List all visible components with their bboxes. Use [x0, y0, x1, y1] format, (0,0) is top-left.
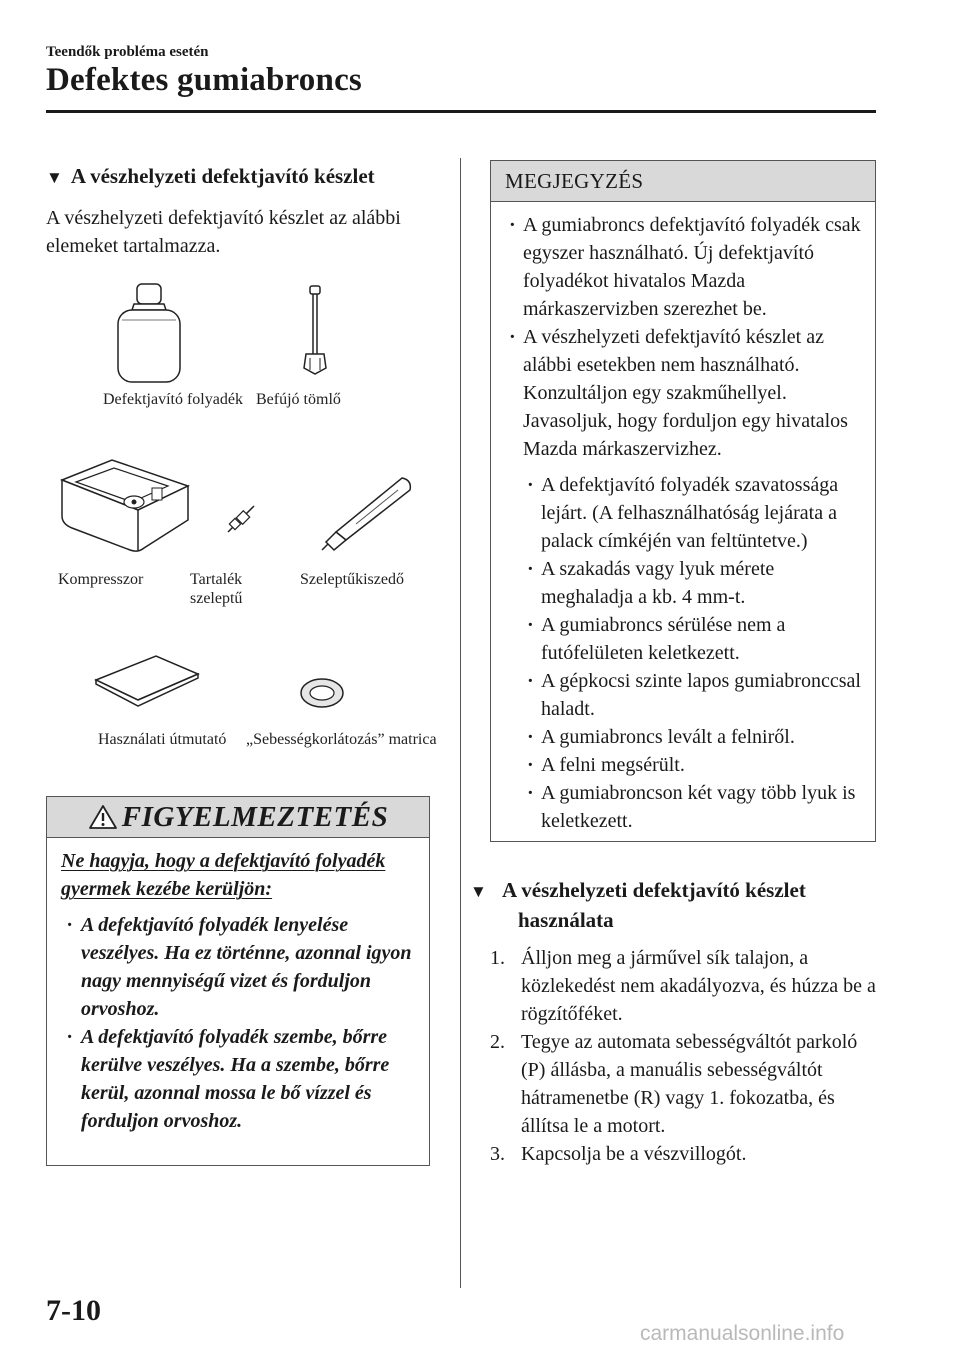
manual-icon [92, 652, 202, 714]
bullet-dot-icon: · [527, 754, 534, 776]
bullet-dot-icon: · [527, 782, 534, 804]
note-title: MEGJEGYZÉS [505, 169, 644, 193]
note-bullet: · A gumiabroncs defektjavító folyadék csak egyszer használható. Új defektjavító folyadékot hivatalos Mazda márkaszervizben szerezhet be. [505, 211, 871, 323]
warning-header [47, 797, 429, 838]
usage-steps [490, 944, 880, 1168]
caption-sticker: „Sebességkorlátozás” matrica [246, 731, 437, 748]
column-divider [460, 158, 461, 1288]
note-box [490, 160, 876, 842]
step-item [490, 1028, 880, 1140]
note-sub-bullet: · A szakadás vagy lyuk mérete meghaladja a kb. 4 mm-t. [523, 555, 871, 611]
spare-valve-core-icon [222, 498, 262, 538]
note-list [505, 211, 871, 835]
bullet-dot-icon: · [67, 914, 72, 936]
sealant-bottle-icon [110, 282, 190, 386]
step-text: Tegye az automata sebességváltót parkoló (P) állásba, a manuális sebességváltót hátramenetbe (R) vagy 1. fokozatba, és állítsa le a motort. [521, 1031, 858, 1137]
kit-heading [46, 162, 446, 192]
note-sub-bullet: · A gépkocsi szinte lapos gumiabronccsal haladt. [523, 667, 871, 723]
kit-heading-text: A vészhelyzeti defektjavító készlet [70, 164, 375, 188]
header-rule [46, 110, 876, 113]
caption-sealant: Defektjavító folyadék [103, 391, 243, 408]
note-sub-bullet: · A felni megsérült. [523, 751, 871, 779]
warning-bullet: · A defektjavító folyadék szembe, bőrre kerülve veszélyes. Ha a szembe, bőrre kerül, azonnal mossa le bő vízzel és forduljon orvoshoz. [61, 1023, 421, 1135]
caption-remover: Szeleptűkiszedő [300, 571, 404, 588]
bullet-dot-icon: · [67, 1026, 72, 1048]
step-number: 2. [490, 1031, 505, 1053]
warning-bullet: · A defektjavító folyadék lenyelése veszélyes. Ha ez történne, azonnal igyon nagy mennyiségű vizet és forduljon orvoshoz. [61, 911, 421, 1023]
note-header [491, 161, 875, 202]
warning-triangle-icon [88, 804, 118, 830]
page-number: 7-10 [46, 1294, 101, 1327]
page-title: Defektes gumiabroncs [46, 62, 362, 98]
bullet-dot-icon: · [527, 474, 534, 496]
valve-core-remover-icon [316, 474, 416, 554]
bullet-dot-icon: · [527, 558, 534, 580]
usage-heading-text: A vészhelyzeti defektjavító készlet használata [502, 878, 806, 932]
warning-list [61, 911, 421, 1135]
inflation-hose-icon [298, 284, 332, 376]
note-sub-bullet: · A gumiabroncs levált a felniről. [523, 723, 871, 751]
caption-compressor: Kompresszor [58, 571, 144, 588]
section-kicker: Teendők probléma esetén [46, 44, 209, 60]
note-sub-bullet: · A gumiabroncs sérülése nem a futófelületen keletkezett. [523, 611, 871, 667]
bullet-dot-icon: · [527, 726, 534, 748]
speed-limit-sticker-icon [298, 676, 346, 710]
triangle-bullet-icon: ▼ [46, 168, 63, 187]
step-item [490, 944, 880, 1028]
bullet-dot-icon: · [509, 214, 516, 236]
caption-valve-core: Tartalék szeleptű [190, 571, 243, 607]
watermark: carmanualsonline.info [640, 1322, 845, 1345]
caption-manual: Használati útmutató [98, 731, 227, 748]
note-bullet: · A vészhelyzeti defektjavító készlet az alábbi esetekben nem használható. Konzultáljon egy szakműhellyel. Javasoljuk, hogy forduljon egy hivatalos Mazda márkaszervizhez. · A defektjavító folyadék szavatossága lejárt. (A felhasználhatóság lejárata a palack címkéjén van feltüntetve.) · A szakadás vagy lyuk mérete meghaladja a kb. 4 mm-t. · A gumiabroncs sérülése nem a futófelületen keletkezett. · A gépkocsi szinte lapos gumiabronccsal haladt. · A gumiabroncs levált a felniről. · A felni megsérült. · A gumiabroncson két vagy több lyuk is keletkezett. [505, 323, 871, 835]
step-number: 3. [490, 1143, 505, 1165]
step-text: Álljon meg a járművel sík talajon, a közlekedést nem akadályozva, és húzza be a rögzítőféket. [521, 947, 876, 1025]
step-text: Kapcsolja be a vészvillogót. [521, 1143, 747, 1165]
bullet-dot-icon: · [527, 670, 534, 692]
compressor-icon [54, 458, 194, 558]
note-sub-list [523, 471, 871, 835]
note-sub-bullet: · A defektjavító folyadék szavatossága lejárt. (A felhasználhatóság lejárata a palack címkéjén van feltüntetve.) [523, 471, 871, 555]
bullet-dot-icon: · [527, 614, 534, 636]
note-sub-bullet: · A gumiabroncson két vagy több lyuk is keletkezett. [523, 779, 871, 835]
kit-intro: A vészhelyzeti defektjavító készlet az alábbi elemeket tartalmazza. [46, 207, 401, 257]
bullet-dot-icon: · [509, 326, 516, 348]
warning-box [46, 796, 430, 1166]
usage-heading: ▼ A vészhelyzeti defektjavító készlet használata [470, 878, 806, 932]
caption-hose: Befújó tömlő [256, 391, 341, 408]
step-number: 1. [490, 947, 505, 969]
step-item [490, 1140, 880, 1168]
warning-title: FIGYELMEZTETÉS [121, 801, 389, 833]
warning-lead: Ne hagyja, hogy a defektjavító folyadék gyermek kezébe kerüljön: [61, 850, 386, 900]
